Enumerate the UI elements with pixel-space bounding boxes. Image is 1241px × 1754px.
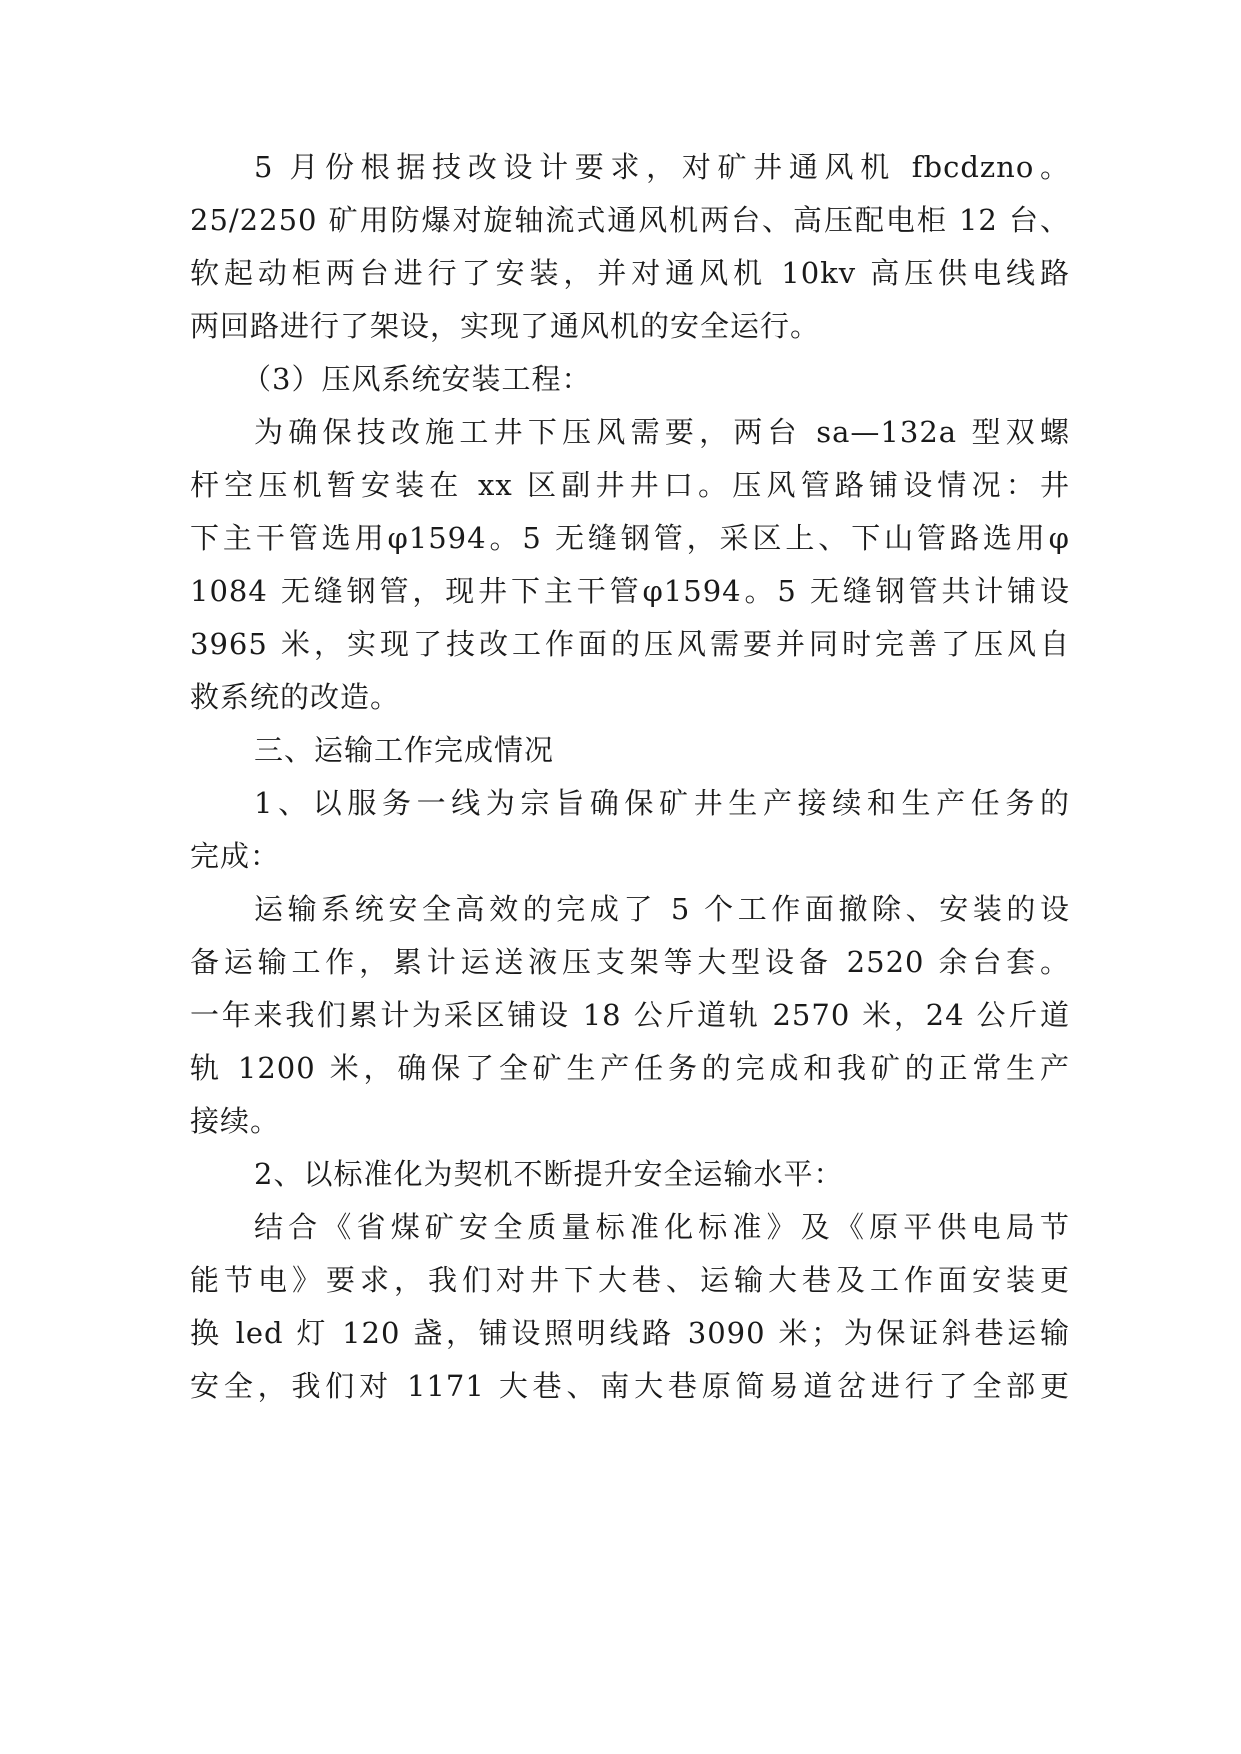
- section-subheading: （3）压风系统安装工程：: [242, 362, 592, 396]
- paragraph-line: 一年来我们累计为采区铺设 18 公斤道轨 2570 米，24 公斤道: [190, 998, 1070, 1032]
- paragraph-line: 3965 米，实现了技改工作面的压风需要并同时完善了压风自: [190, 627, 1070, 661]
- paragraph-line: 备运输工作，累计运送液压支架等大型设备 2520 余台套。: [190, 945, 1070, 979]
- paragraph-line: 换 led 灯 120 盏，铺设照明线路 3090 米；为保证斜巷运输: [190, 1316, 1070, 1350]
- paragraph-line: 两回路进行了架设，实现了通风机的安全运行。: [190, 309, 821, 343]
- paragraph-line: 运输系统安全高效的完成了 5 个工作面撤除、安装的设: [254, 892, 1070, 926]
- section-heading: 三、运输工作完成情况: [254, 733, 555, 767]
- paragraph-line: 下主干管选用φ1594。5 无缝钢管，采区上、下山管路选用φ: [190, 521, 1070, 555]
- paragraph-line: 结合《省煤矿安全质量标准化标准》及《原平供电局节: [254, 1210, 1070, 1244]
- paragraph-line: 5 月份根据技改设计要求，对矿井通风机 fbcdzno。: [254, 150, 1070, 184]
- paragraph-line: 救系统的改造。: [190, 680, 401, 714]
- paragraph-line: 杆空压机暂安装在 xx 区副井井口。压风管路铺设情况：井: [190, 468, 1070, 502]
- paragraph-line: 1、以服务一线为宗旨确保矿井生产接续和生产任务的: [254, 786, 1070, 820]
- paragraph-line: 轨 1200 米，确保了全矿生产任务的完成和我矿的正常生产: [190, 1051, 1070, 1085]
- paragraph-line: 软起动柜两台进行了安装，并对通风机 10kv 高压供电线路: [190, 256, 1070, 290]
- paragraph-line: 25/2250 矿用防爆对旋轴流式通风机两台、高压配电柜 12 台、: [190, 203, 1070, 237]
- section-subheading: 2、以标准化为契机不断提升安全运输水平：: [254, 1157, 844, 1191]
- paragraph-line: 完成：: [190, 839, 281, 873]
- paragraph-line: 接续。: [190, 1104, 281, 1138]
- paragraph-line: 安全，我们对 1171 大巷、南大巷原简易道岔进行了全部更: [190, 1369, 1070, 1403]
- paragraph-line: 1084 无缝钢管，现井下主干管φ1594。5 无缝钢管共计铺设: [190, 574, 1070, 608]
- paragraph-line: 能节电》要求，我们对井下大巷、运输大巷及工作面安装更: [190, 1263, 1070, 1297]
- paragraph-line: 为确保技改施工井下压风需要，两台 sa—132a 型双螺: [254, 415, 1070, 449]
